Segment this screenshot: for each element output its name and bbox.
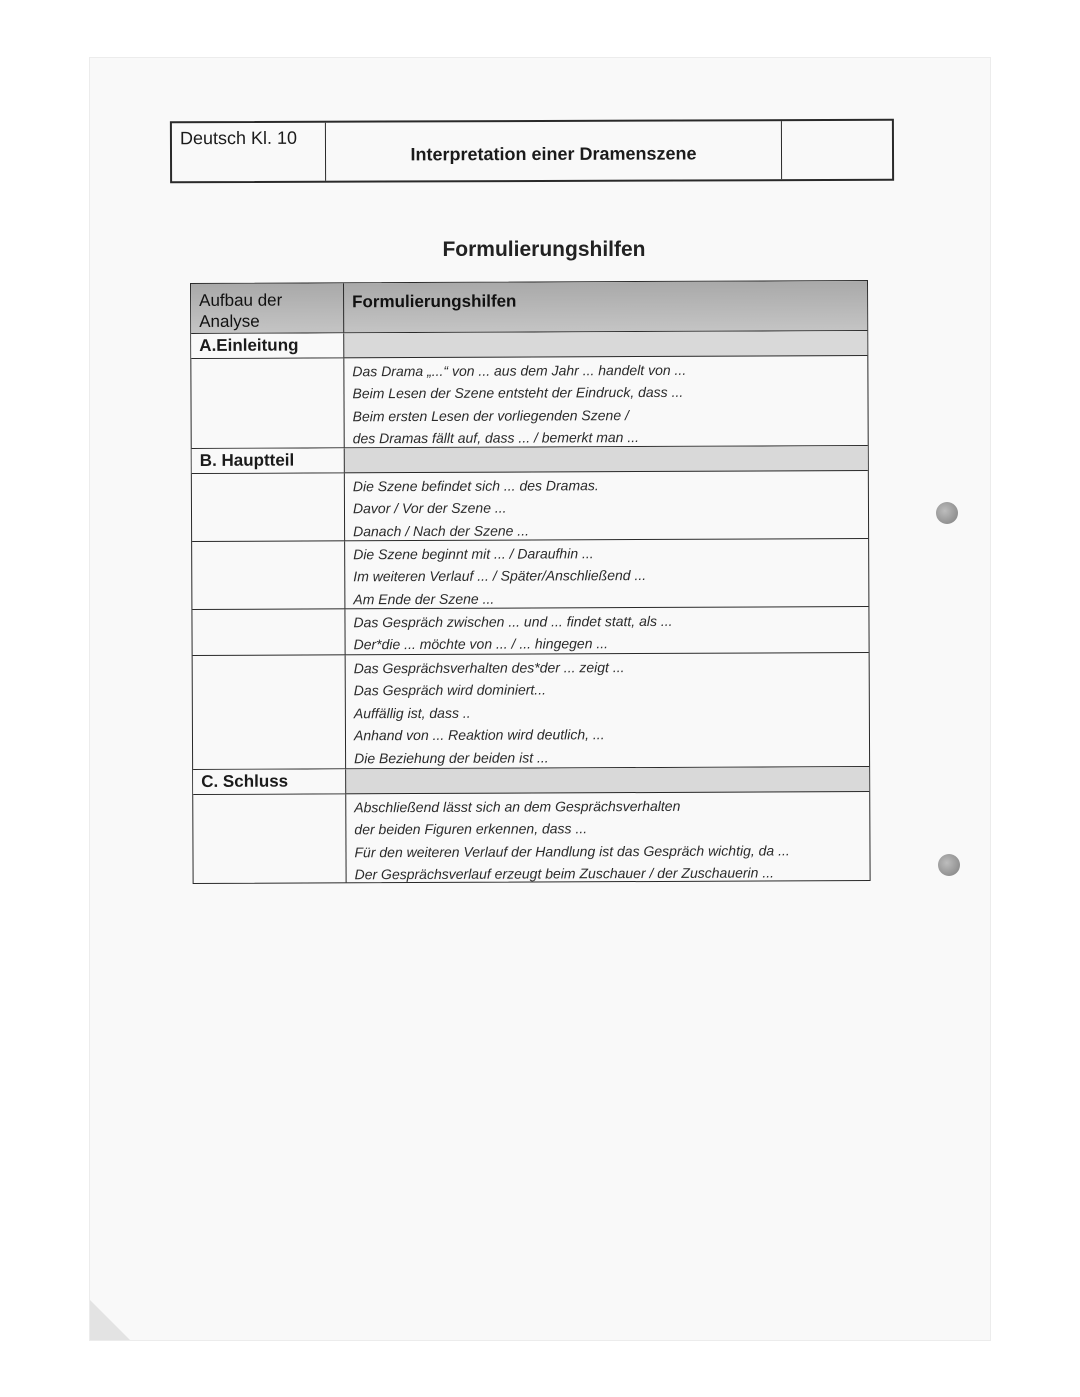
list-item: Am Ende der Szene ... — [353, 590, 495, 608]
phrase-table — [190, 280, 871, 884]
phrases-hauptteil-verlauf — [345, 539, 868, 608]
phrases-hauptteil-position — [345, 471, 868, 540]
header-box — [170, 119, 894, 184]
topic-title: Interpretation einer Dramenszene — [326, 121, 782, 181]
list-item: Das Gesprächsverhalten des*der ... zeigt ... — [353, 659, 625, 677]
section-label-schluss: C. Schluss — [193, 769, 346, 794]
phrases-hauptteil-verhalten — [346, 653, 869, 768]
list-item: Im weiteren Verlauf ... / Später/Anschließend ... — [353, 567, 647, 585]
list-item: Das Drama „...“ von ... aus dem Jahr ... handelt von ... — [352, 361, 687, 380]
column-header-structure: Aufbau der Analyse — [191, 283, 344, 333]
section-row-einleitung — [191, 331, 867, 359]
list-item: Die Szene befindet sich ... des Dramas. — [352, 477, 599, 495]
table-row-einleitung — [191, 356, 867, 449]
section-row-hauptteil — [192, 446, 868, 474]
section-label-einleitung: A.Einleitung — [191, 333, 344, 358]
list-item: Davor / Vor der Szene ... — [352, 500, 507, 517]
punch-hole-bottom — [938, 854, 960, 876]
phrases-hauptteil-gespraech — [345, 607, 868, 654]
list-item: Danach / Nach der Szene ... — [353, 522, 529, 540]
list-item: Beim ersten Lesen der vorliegenden Szene / — [352, 406, 629, 425]
table-row-hauptteil-1 — [192, 471, 868, 542]
document-title: Formulierungshilfen — [442, 238, 646, 261]
table-row-hauptteil-2 — [192, 539, 868, 610]
list-item: Abschließend lässt sich an dem Gesprächsverhalten — [354, 797, 681, 816]
class-label: Deutsch Kl. 10 — [172, 123, 326, 182]
list-item: Das Gespräch zwischen ... und ... findet statt, als ... — [353, 612, 673, 631]
table-row-schluss — [193, 792, 869, 883]
section-label-hauptteil: B. Hauptteil — [192, 448, 345, 473]
list-item: Der Gesprächsverlauf erzeugt beim Zuschauer / der Zuschauerin ... — [354, 864, 775, 883]
table-header-row — [191, 281, 867, 334]
list-item: Anhand von ... Reaktion wird deutlich, ... — [353, 726, 605, 744]
list-item: Für den weiteren Verlauf der Handlung ist das Gespräch wichtig, da ... — [354, 842, 790, 861]
section-row-schluss — [193, 767, 869, 795]
phrases-schluss — [346, 792, 869, 882]
table-row-hauptteil-4 — [193, 653, 869, 770]
list-item: Die Szene beginnt mit ... / Daraufhin ... — [353, 545, 594, 563]
table-row-hauptteil-3 — [192, 607, 868, 656]
header-empty-cell — [782, 121, 892, 179]
column-header-phrases: Formulierungshilfen — [352, 291, 517, 312]
list-item: Der*die ... möchte von ... / ... hingegen ... — [353, 635, 609, 653]
list-item: des Dramas fällt auf, dass ... / bemerkt man ... — [352, 429, 640, 447]
paper-fold — [90, 1300, 130, 1340]
list-item: Beim Lesen der Szene entsteht der Eindruck, dass ... — [352, 384, 684, 402]
phrases-einleitung — [344, 356, 867, 447]
list-item: der beiden Figuren erkennen, dass ... — [354, 820, 588, 838]
list-item: Auffällig ist, dass .. — [353, 704, 471, 722]
list-item: Die Beziehung der beiden ist ... — [354, 749, 549, 766]
list-item: Das Gespräch wird dominiert... — [353, 681, 547, 699]
punch-hole-top — [936, 502, 958, 524]
